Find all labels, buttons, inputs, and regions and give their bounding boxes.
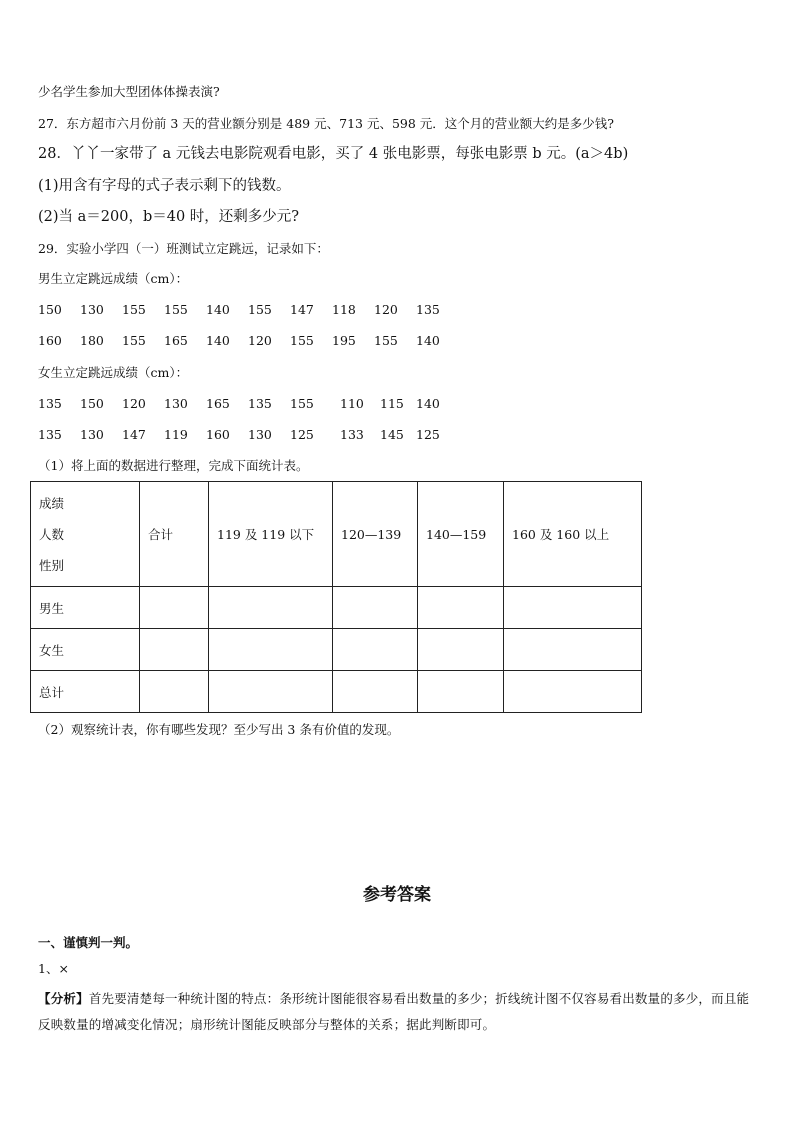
score: 155 xyxy=(122,333,146,348)
table-cell[interactable] xyxy=(333,587,418,629)
score: 155 xyxy=(374,333,398,348)
score: 165 xyxy=(206,396,230,411)
table-cell[interactable] xyxy=(140,587,209,629)
column-header: 120—139 xyxy=(333,482,418,587)
score: 133 xyxy=(340,427,364,442)
score: 140 xyxy=(206,333,230,348)
column-header: 160 及 160 以上 xyxy=(504,482,642,587)
table-row xyxy=(31,629,642,671)
table-cell[interactable] xyxy=(418,587,504,629)
table-row xyxy=(31,587,642,629)
column-header: 合计 xyxy=(140,482,209,587)
analysis-tag: 【分析】 xyxy=(38,991,89,1006)
question-28-part1: (1)用含有字母的式子表示剩下的钱数。 xyxy=(38,178,291,194)
table-cell[interactable] xyxy=(504,671,642,713)
score: 115 xyxy=(380,396,404,411)
score: 130 xyxy=(164,396,188,411)
table-row xyxy=(31,671,642,713)
score: 147 xyxy=(122,427,146,442)
table-cell[interactable] xyxy=(333,629,418,671)
score: 155 xyxy=(122,302,146,317)
score: 147 xyxy=(290,302,314,317)
score: 155 xyxy=(290,333,314,348)
score: 120 xyxy=(374,302,398,317)
answers-section-heading: 一、谨慎判一判。 xyxy=(38,935,139,950)
score: 135 xyxy=(416,302,440,317)
score: 135 xyxy=(38,396,62,411)
score: 140 xyxy=(206,302,230,317)
corner-label-gender: 性别 xyxy=(39,557,65,573)
answer-item-1: 1、× xyxy=(38,961,69,976)
score: 160 xyxy=(38,333,62,348)
row-label: 男生 xyxy=(31,587,140,629)
table-cell[interactable] xyxy=(504,587,642,629)
question-27: 27．东方超市六月份前 3 天的营业额分别是 489 元、713 元、598 元．这个月的营业额大约是多少钱? xyxy=(38,116,614,131)
score: 125 xyxy=(290,427,314,442)
column-header: 119 及 119 以下 xyxy=(209,482,333,587)
table-cell[interactable] xyxy=(209,671,333,713)
score: 165 xyxy=(164,333,188,348)
statistics-table xyxy=(30,481,642,713)
score: 135 xyxy=(248,396,272,411)
question-26-tail: 少名学生参加大型团体体操表演? xyxy=(38,84,220,99)
score: 110 xyxy=(340,396,364,411)
question-29-part2: （2）观察统计表，你有哪些发现？至少写出 3 条有价值的发现。 xyxy=(38,722,400,737)
score: 155 xyxy=(164,302,188,317)
score: 160 xyxy=(206,427,230,442)
table-cell[interactable] xyxy=(504,629,642,671)
score: 118 xyxy=(332,302,356,317)
corner-label-count: 人数 xyxy=(39,526,65,542)
row-label: 总计 xyxy=(31,671,140,713)
score: 195 xyxy=(332,333,356,348)
score: 145 xyxy=(380,427,404,442)
table-cell[interactable] xyxy=(418,671,504,713)
table-cell[interactable] xyxy=(209,629,333,671)
score: 155 xyxy=(248,302,272,317)
score: 140 xyxy=(416,396,440,411)
score: 135 xyxy=(38,427,62,442)
score: 150 xyxy=(38,302,62,317)
score: 180 xyxy=(80,333,104,348)
analysis-text: 首先要清楚每一种统计图的特点：条形统计图能很容易看出数量的多少；折线统计图不仅容易看出数量的多少，而且能反映数量的增减变化情况；扇形统计图能反映部分与整体的关系；据此判断即可。 xyxy=(38,991,750,1032)
question-28-stem: 28．丫丫一家带了 a 元钱去电影院观看电影，买了 4 张电影票，每张电影票 b 元。(a＞4b) xyxy=(38,146,629,162)
score: 120 xyxy=(122,396,146,411)
score: 140 xyxy=(416,333,440,348)
score: 130 xyxy=(248,427,272,442)
table-cell[interactable] xyxy=(140,671,209,713)
row-label: 女生 xyxy=(31,629,140,671)
score: 120 xyxy=(248,333,272,348)
question-29-part1: （1）将上面的数据进行整理，完成下面统计表。 xyxy=(38,458,309,473)
question-29-stem: 29．实验小学四（一）班测试立定跳远，记录如下： xyxy=(38,241,329,256)
question-28-part2: (2)当 a＝200，b＝40 时，还剩多少元? xyxy=(38,209,300,225)
table-cell[interactable] xyxy=(418,629,504,671)
boys-label: 男生立定跳远成绩（cm）： xyxy=(38,271,189,286)
table-cell[interactable] xyxy=(140,629,209,671)
column-header: 140—159 xyxy=(418,482,504,587)
corner-label-score: 成绩 xyxy=(39,495,65,511)
score: 150 xyxy=(80,396,104,411)
score: 130 xyxy=(80,302,104,317)
score: 119 xyxy=(164,427,188,442)
score: 130 xyxy=(80,427,104,442)
score: 125 xyxy=(416,427,440,442)
girls-label: 女生立定跳远成绩（cm）： xyxy=(38,365,189,380)
table-corner-cell xyxy=(31,482,140,587)
score: 155 xyxy=(290,396,314,411)
analysis-paragraph xyxy=(38,986,758,1038)
table-cell[interactable] xyxy=(209,587,333,629)
answers-title: 参考答案 xyxy=(363,885,431,905)
table-header-row xyxy=(31,482,642,587)
table-cell[interactable] xyxy=(333,671,418,713)
